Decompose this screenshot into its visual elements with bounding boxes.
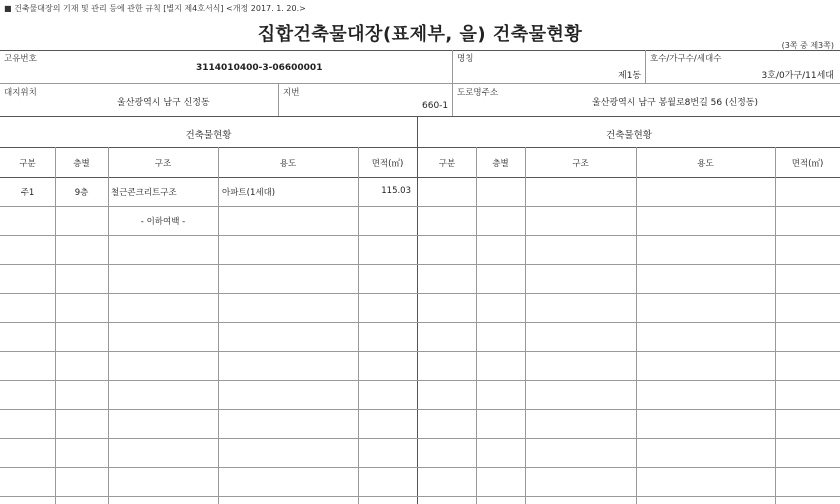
unique-no-value: 3114010400-3-06600001 <box>196 63 323 73</box>
col-header-floor: 층별 <box>73 159 90 169</box>
col-header-floor: 층별 <box>492 159 509 169</box>
lot-value: 660-1 <box>422 101 449 111</box>
unique-no-label: 고유번호 <box>4 54 37 64</box>
col-header-type: 구분 <box>438 159 456 169</box>
col-header-use: 용도 <box>279 159 297 169</box>
col-header-structure: 구조 <box>572 159 589 169</box>
regulation-note: ■ 건축물대장의 기재 및 관리 등에 관한 규칙 [별지 제4호서식] <개정 2017. 1. 20.> <box>4 4 306 13</box>
col-header-type: 구분 <box>19 159 36 169</box>
table-cell-floor: 9층 <box>74 188 89 198</box>
left-section-title: 건축물현황 <box>185 130 232 141</box>
col-divider <box>55 147 56 504</box>
row-line <box>0 380 840 381</box>
row-line <box>0 467 840 468</box>
col-header-use: 용도 <box>697 159 714 169</box>
row-line <box>0 206 840 207</box>
units-value: 3호/0가구/11세대 <box>761 71 834 81</box>
table-cell-structure: 철근콘크리트구조 <box>111 188 177 198</box>
table-center-divider <box>417 116 418 504</box>
info-col-divider-1 <box>452 50 453 116</box>
info-bottom-line <box>0 116 840 117</box>
col-divider <box>476 147 477 504</box>
section-bottom-line <box>0 147 840 148</box>
page-title: 집합건축물대장(표제부, 을) 건축물현황 <box>257 24 583 45</box>
row-line <box>0 438 840 439</box>
page-info: (3쪽 중 제3쪽) <box>781 41 834 50</box>
site-value: 울산광역시 남구 신정동 <box>117 98 210 108</box>
table-cell-type: 주1 <box>20 188 35 198</box>
info-col-divider-2 <box>645 50 646 83</box>
row-line <box>0 264 840 265</box>
row-line <box>0 293 840 294</box>
col-divider <box>108 147 109 504</box>
road-value: 울산광역시 남구 봉월로8번길 56 (신정동) <box>592 98 759 108</box>
name-label: 명칭 <box>457 54 474 64</box>
column-header-bottom-line <box>0 177 840 178</box>
col-divider <box>525 147 526 504</box>
right-section-title: 건축물현황 <box>606 130 652 141</box>
info-col-divider-3 <box>278 83 279 116</box>
col-divider <box>218 147 219 504</box>
col-divider <box>636 147 637 504</box>
row-line <box>0 322 840 323</box>
col-header-structure: 구조 <box>154 159 172 169</box>
frame-top-line <box>0 50 840 51</box>
row-line <box>0 409 840 410</box>
row-line <box>0 351 840 352</box>
col-divider <box>775 147 776 504</box>
road-label: 도로명주소 <box>457 88 499 98</box>
table-cell-area: 115.03 <box>381 186 411 196</box>
units-label: 호수/가구수/세대수 <box>650 54 722 64</box>
table-cell-use: 아파트(1세대) <box>222 188 276 198</box>
col-header-area: 면적(㎡) <box>371 159 404 169</box>
lot-label: 지번 <box>283 88 300 98</box>
col-divider <box>358 147 359 504</box>
row-line <box>0 496 840 497</box>
site-label: 대지위치 <box>4 88 37 98</box>
info-row-divider <box>0 83 840 84</box>
col-header-area: 면적(㎡) <box>791 159 824 169</box>
blank-marker: - 이하여백 - <box>140 217 186 227</box>
name-value: 제1동 <box>618 71 642 81</box>
row-line <box>0 235 840 236</box>
